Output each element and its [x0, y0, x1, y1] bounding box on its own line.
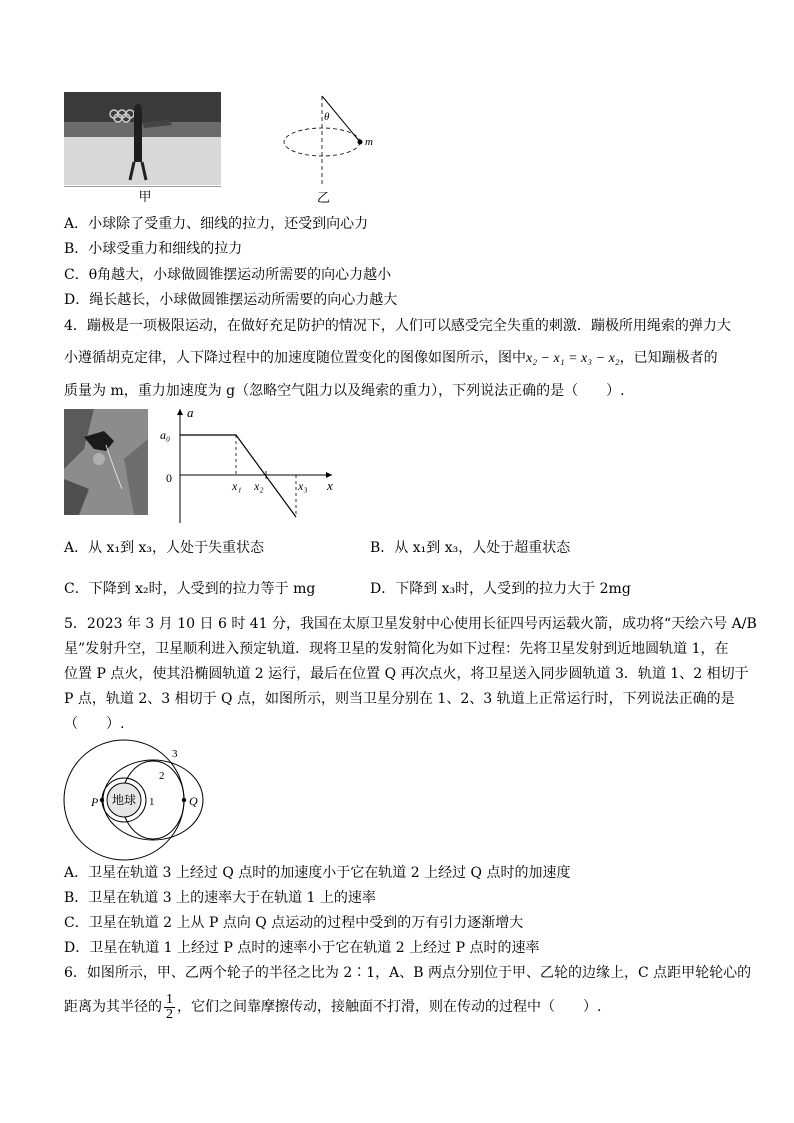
- q6-stem-line1: 6．如图所示，甲、乙两个轮子的半径之比为 2∶1，A、B 两点分别位于甲、乙轮的边缘上，C 点距甲轮轮心的: [64, 965, 752, 981]
- q3-option-d: D．绳长越长，小球做圆锥摆运动所需要的向心力越大: [64, 292, 398, 308]
- q5-option-d: D．卫星在轨道 1 上经过 P 点时的速率小于它在轨道 2 上经过 P 点时的速率: [64, 940, 540, 956]
- q-label: Q: [189, 794, 198, 808]
- fraction-one-half: [164, 993, 175, 1022]
- conical-pendulum-diagram: [280, 92, 390, 207]
- fraction-numerator: 1: [166, 991, 173, 1007]
- q4-stem-line2: [64, 348, 718, 369]
- q5-stem-line5: （ ）.: [64, 716, 125, 732]
- figure-jia-label: 甲: [138, 190, 152, 205]
- q4-option-a: A．从 x₁到 x₃，人处于失重状态: [64, 540, 265, 556]
- mass-label: m: [365, 136, 373, 148]
- figure-skating-photo-graphic: [64, 92, 221, 185]
- x-axis-label: x: [327, 478, 333, 493]
- orbit-3-label: 3: [172, 748, 178, 760]
- acceleration-position-graph: [150, 405, 350, 527]
- q6-stem-line2-post: ，它们之间靠摩擦传动，接触面不打滑，则在传动的过程中（ ）.: [177, 999, 602, 1015]
- fraction-denominator: 2: [166, 1006, 173, 1022]
- q5-stem-line2: 星”发射升空，卫星顺利进入预定轨道．现将卫星的发射简化为如下过程：先将卫星发射到近地圆轨道 1，在: [64, 641, 729, 657]
- q5-option-c: C．卫星在轨道 2 上从 P 点向 Q 点运动的过程中受到的万有引力逐渐增大: [64, 915, 524, 931]
- point-q: [182, 798, 186, 802]
- orbit-2-label: 2: [159, 770, 165, 782]
- ball: [358, 140, 363, 145]
- q4-option-c: C．下降到 x₂时，人受到的拉力等于 mg: [64, 581, 316, 597]
- q3-option-c: C．θ角越大，小球做圆锥摆运动所需要的向心力越小: [64, 267, 392, 283]
- origin-label: 0: [166, 471, 172, 485]
- figure-skating-photo: [64, 92, 221, 185]
- a0-label: a₀: [160, 428, 171, 442]
- x3-label: x₃: [298, 479, 308, 493]
- q4-formula: x₂ − x₁ = x₃ − x₂: [526, 351, 620, 366]
- earth-label: 地球: [112, 793, 137, 807]
- q5-option-b: B．卫星在轨道 3 上的速率大于在轨道 1 上的速率: [64, 890, 376, 906]
- q5-option-a: A．卫星在轨道 3 上经过 Q 点时的加速度小于它在轨道 2 上经过 Q 点时的加速度: [64, 865, 571, 881]
- q4-stem-line2-post: ，已知蹦极者的: [619, 350, 718, 366]
- q3-option-a: A．小球除了受重力、细线的拉力，还受到向心力: [64, 216, 369, 232]
- y-axis-label: a: [187, 405, 194, 420]
- q5-stem-line3: 位置 P 点火，使其沿椭圆轨道 2 运行，最后在位置 Q 再次点火，将卫星送入同步圆轨道 3．轨道 1、2 相切于: [64, 666, 749, 682]
- q4-stem-line1: 4．蹦极是一项极限运动，在做好充足防护的情况下，人们可以感受完全失重的刺激．蹦极所用绳索的弹力大: [64, 318, 731, 334]
- satellite-orbit-diagram: [62, 735, 212, 865]
- x1-label: x₁: [232, 479, 242, 493]
- bungee-jump-photo: [64, 409, 148, 515]
- q4-option-d: D．下降到 x₃时，人受到的拉力大于 2mg: [370, 581, 631, 597]
- q5-stem-line4: P 点，轨道 2、3 相切于 Q 点，如图所示，则当卫星分别在 1、2、3 轨道上正常运行时，下列说法正确的是: [64, 691, 735, 707]
- q5-stem-line1: 5．2023 年 3 月 10 日 6 时 41 分，我国在太原卫星发射中心使用长征四号丙运载火箭，成功将“天绘六号 A/B: [64, 616, 757, 632]
- q4-stem-line2-pre: 小遵循胡克定律，人下降过程中的加速度随位置变化的图像如图所示，图中: [64, 350, 526, 366]
- q4-option-b: B．从 x₁到 x₃，人处于超重状态: [370, 540, 571, 556]
- bungee-jump-photo-graphic: [64, 409, 148, 515]
- point-p: [100, 798, 104, 802]
- orbit-1-label: 1: [149, 796, 155, 808]
- figure-yi-label: 乙: [317, 191, 331, 206]
- q4-stem-line3: 质量为 m，重力加速度为 g（忽略空气阻力以及绳索的重力），下列说法正确的是（ ）.: [64, 383, 625, 399]
- q6-stem-line2-pre: 距离为其半径的: [64, 999, 162, 1015]
- theta-label: θ: [324, 111, 330, 123]
- x2-label: x₂: [254, 479, 264, 493]
- p-label: P: [91, 795, 99, 809]
- q3-option-b: B．小球受重力和细线的拉力: [64, 241, 243, 257]
- q6-stem-line2: [64, 992, 601, 1022]
- acceleration-curve: [180, 435, 296, 517]
